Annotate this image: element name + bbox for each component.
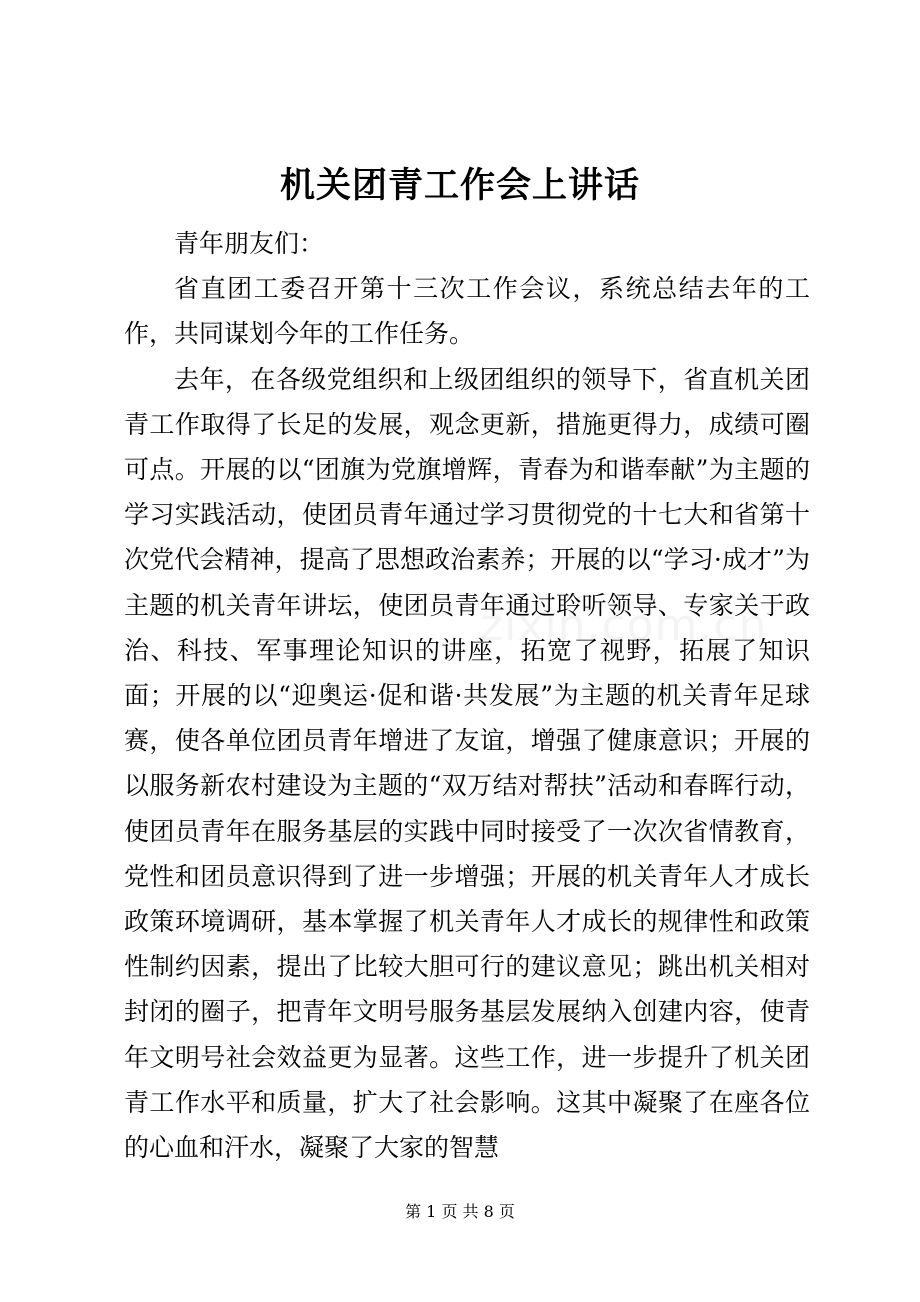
document-title: 机关团青工作会上讲话 — [279, 165, 640, 206]
paragraph-salutation: 青年朋友们： — [174, 229, 325, 258]
page-footer: 第 1 页 共 8 页 — [405, 1202, 515, 1221]
paragraph-review: 去年，在各级党组织和上级团组织的领导下，省直机关团青工作取得了长足的发展，观念更新，措施更得力，成绩可圈可点。开展的以“团旗为党旗增辉，青春为和谐奉献”为主题的学习实践活动，使团员青年通过学习贯彻党的十七大和省第十次党代会精神，提高了思想政治素养；开展的以“学习·成才”为主题的机关青年讲坛，使团员青年通过聆听领导、专家关于政治、科技、军事理论知识的讲座，拓宽了视野，拓展了知识面；开展的以“迎奥运·促和谐·共发展”为主题的机关青年足球赛，使各单位团员青年增进了友谊，增强了健康意识；开展的以服务新农村建设为主题的“双万结对帮扶”活动和春晖行动，使团员青年在服务基层的实践中同时接受了一次次省情教育，党性和团员意识得到了进一步增强；开展的机关青年人才成长政策环境调研，基本掌握了机关青年人才成长的规律性和政策性制约因素，提出了比较大胆可行的建议意见；跳出机关相对封闭的圈子，把青年文明号服务基层发展纳入创建内容，使青年文明号社会效益更为显著。这些工作，进一步提升了机关团青工作水平和质量，扩大了社会影响。这其中凝聚了在座各位的心血和汗水，凝聚了大家的智慧 — [124, 364, 810, 1163]
document-body — [124, 221, 810, 1170]
paragraph-intro: 省直团工委召开第十三次工作会议，系统总结去年的工作，共同谋划今年的工作任务。 — [124, 274, 810, 349]
